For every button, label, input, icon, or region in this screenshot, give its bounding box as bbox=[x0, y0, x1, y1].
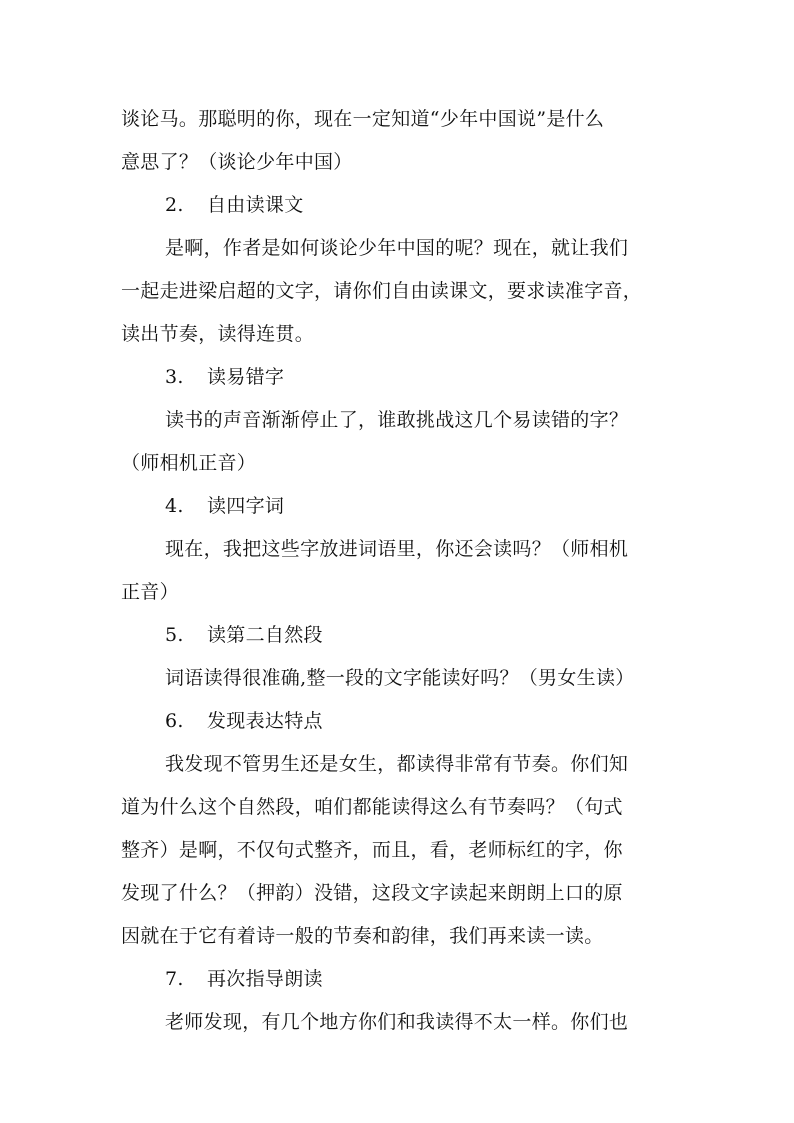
section-title: 再次指导朗读 bbox=[207, 968, 323, 990]
paragraph-line: 因就在于它有着诗一般的节奏和韵律，我们再来读一读。 bbox=[121, 925, 604, 947]
paragraph-line: 正音） bbox=[121, 581, 179, 603]
document-body bbox=[121, 98, 677, 1044]
section-title: 自由读课文 bbox=[207, 194, 304, 216]
section-number: 4. bbox=[165, 495, 184, 517]
section-title: 读第二自然段 bbox=[207, 624, 323, 646]
section-number: 7. bbox=[165, 968, 184, 990]
section-heading bbox=[121, 485, 677, 528]
paragraph-line: 老师发现，有几个地方你们和我读得不太一样。你们也 bbox=[165, 1011, 629, 1033]
section-number: 3. bbox=[165, 366, 184, 388]
paragraph-line: 读书的声音渐渐停止了，谁敢挑战这几个易读错的字？ bbox=[165, 409, 629, 431]
paragraph-line: 现在，我把这些字放进词语里，你还会读吗？（师相机 bbox=[165, 538, 629, 560]
paragraph-line: 我发现不管男生还是女生，都读得非常有节奏。你们知 bbox=[165, 753, 629, 775]
text-line: 意思了？（谈论少年中国） bbox=[121, 151, 353, 173]
paragraph-line: （师相机正音） bbox=[121, 452, 257, 474]
paragraph-line: 词语读得很准确,整一段的文字能读好吗？（男女生读） bbox=[165, 667, 635, 689]
paragraph-line: 是啊，作者是如何谈论少年中国的呢？现在，就让我们 bbox=[165, 237, 629, 259]
section-heading bbox=[121, 614, 677, 657]
section-title: 读四字词 bbox=[207, 495, 285, 517]
paragraph-line: 整齐）是啊，不仅句式整齐，而且，看，老师标红的字，你 bbox=[121, 839, 623, 861]
section-heading bbox=[121, 958, 677, 1001]
section-title: 读易错字 bbox=[207, 366, 285, 388]
section-number: 6. bbox=[165, 710, 184, 732]
text-line: 谈论马。那聪明的你，现在一定知道“少年中国说”是什么 bbox=[121, 108, 605, 130]
paragraph-line: 道为什么这个自然段，咱们都能读得这么有节奏吗？（句式 bbox=[121, 796, 623, 818]
paragraph-line: 读出节奏，读得连贯。 bbox=[121, 323, 315, 345]
section-number: 2. bbox=[165, 194, 184, 216]
section-title: 发现表达特点 bbox=[207, 710, 323, 732]
section-heading bbox=[121, 700, 677, 743]
paragraph-line: 一起走进梁启超的文字，请你们自由读课文，要求读准字音， bbox=[121, 280, 643, 302]
section-heading bbox=[121, 184, 677, 227]
paragraph-line: 发现了什么？（押韵）没错，这段文字读起来朗朗上口的原 bbox=[121, 882, 623, 904]
section-heading bbox=[121, 356, 677, 399]
section-number: 5. bbox=[165, 624, 184, 646]
